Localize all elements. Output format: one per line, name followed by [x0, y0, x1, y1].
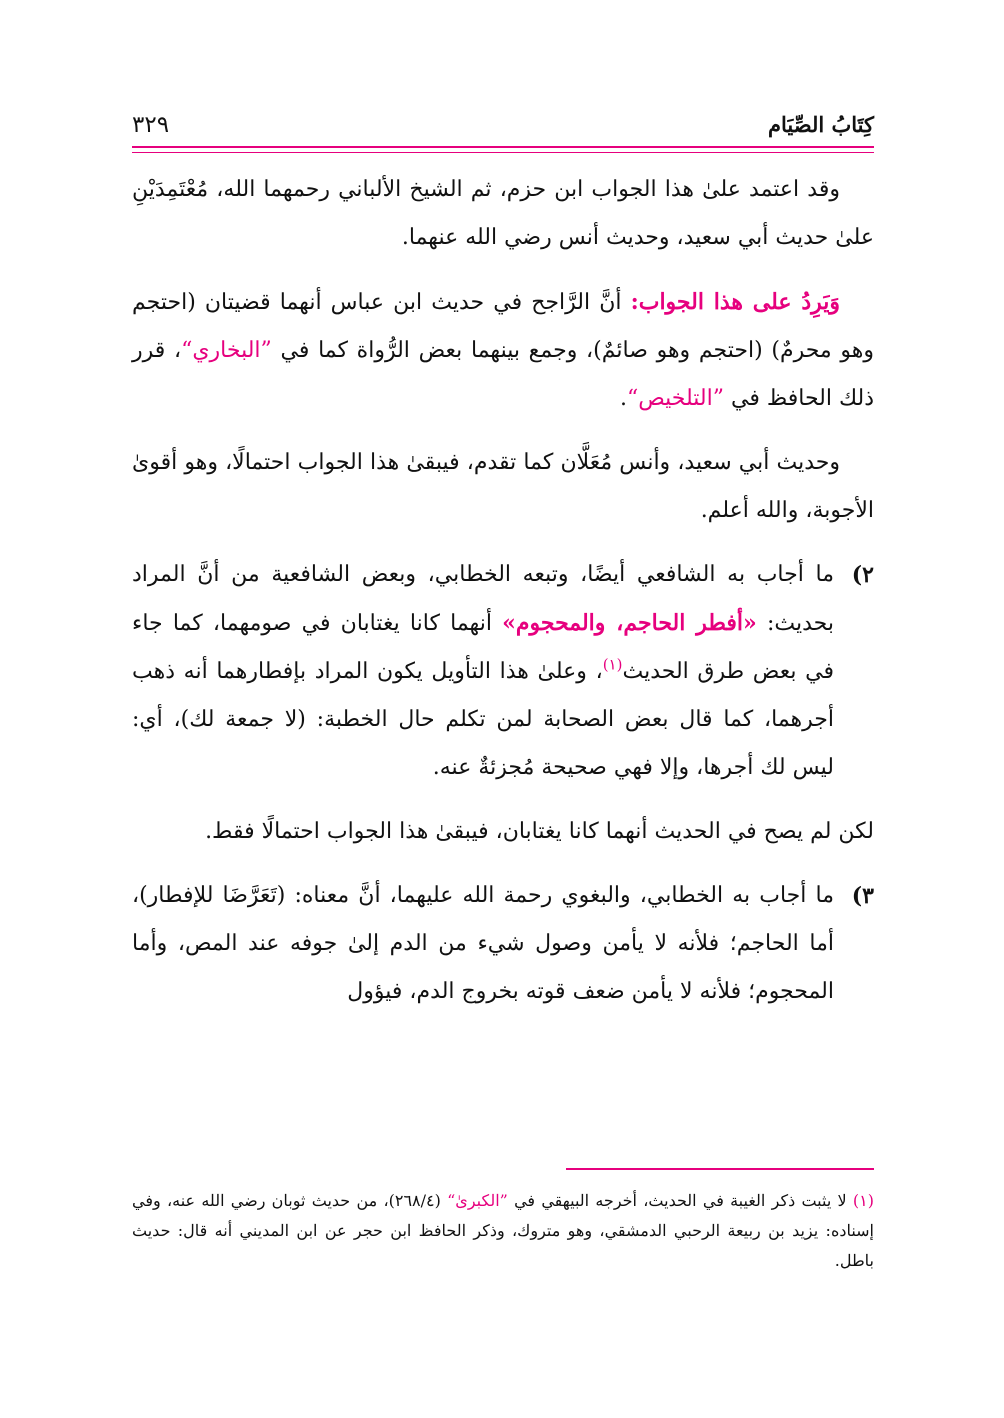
page-number: ٣٢٩ — [132, 112, 170, 138]
list-item-2-text-b: أنهما كانا يغتابان في صومهما، كما جاء في بعض طرق الحديث — [132, 611, 834, 684]
paragraph-2 — [132, 278, 874, 423]
page-header — [132, 112, 874, 146]
footnote-text-a: لا يثبت ذكر الغيبة في الحديث، أخرجه البيهقي في — [507, 1191, 853, 1210]
list-item-3-text: ما أجاب به الخطابي، والبغوي رحمة الله عليهما، أنَّ معناه: (تَعَرَّضَا للإفطار)، أما الحاجم؛ فلأنه لا يأمن وصول شيء من الدم إلىٰ جوفه عند المص، وأما المحجوم؛ فلأنه لا يأمن ضعف قوته بخروج الدم، فيؤول — [132, 883, 834, 1004]
paragraph-2-text-a: أنَّ الرَّاجح في حديث ابن عباس أنهما قضيتان (احتجم وهو محرمٌ) (احتجم وهو صائمٌ)، وجمع بينهما بعض الرُّواة كما في — [132, 290, 875, 363]
quote-talkhis: ”التلخيص“ — [626, 386, 724, 411]
list-item-2 — [132, 551, 874, 792]
list-item-2-text-a: ما أجاب به الشافعي أيضًا، وتبعه الخطابي، وبعض الشافعية من أنَّ المراد بحديث: — [132, 562, 834, 636]
list-item-3-label: ٣) — [851, 883, 874, 909]
footnote-source: ”الكبرىٰ“ — [447, 1191, 508, 1210]
footnote-separator — [566, 1168, 874, 1170]
footnote-number: (١) — [852, 1191, 875, 1210]
footnote-1 — [132, 1186, 874, 1276]
objection-heading: وَيَرِدُ على هذا الجواب: — [630, 289, 840, 315]
paragraph-3: وحديث أبي سعيد، وأنس مُعَلَّان كما تقدم، فيبقىٰ هذا الجواب احتمالًا، وهو أقوىٰ الأجوبة، والله أعلم. — [132, 450, 874, 523]
paragraph-2-text-c: . — [619, 386, 627, 411]
footnote-text-b: (٢٦٨/٤)، من حديث ثوبان رضي الله عنه، وفي إسناده: يزيد بن ربيعة الرحبي الدمشقي، وهو متروك، وذكر الحافظ ابن حجر عن ابن المديني أنه قال: حديث باطل. — [132, 1191, 874, 1270]
paragraph-after-item-2: لكن لم يصح في الحديث أنهما كانا يغتابان، فيبقىٰ هذا الجواب احتمالًا فقط. — [205, 819, 874, 844]
footnote-reference[interactable]: (١) — [602, 655, 623, 674]
list-item-3 — [132, 872, 874, 1016]
page-body — [132, 166, 874, 1032]
paragraph-1: وقد اعتمد علىٰ هذا الجواب ابن حزم، ثم الشيخ الألباني رحمهما الله، مُعْتَمِدَيْنِ علىٰ حديث أبي سعيد، وحديث أنس رضي الله عنهما. — [132, 177, 874, 250]
quote-bukhari: ”البخاري“ — [181, 338, 272, 363]
paragraph-2-text-b: ، قرر ذلك الحافظ في — [132, 338, 874, 411]
list-item-2-label: ٢) — [851, 562, 874, 588]
header-rule-top — [132, 146, 874, 148]
list-item-2-text-c: ، وعلىٰ هذا التأويل يكون المراد بإفطارهما أنه ذهب أجرهما، كما قال بعض الصحابة لمن تكلم حال الخطبة: (لا جمعة لك)، أي: ليس لك أجرها، وإلا فهي صحيحة مُجزئةٌ عنه. — [132, 659, 834, 780]
header-rule-bottom — [132, 152, 874, 153]
hadith-quote: «أفطر الحاجم، والمحجوم» — [502, 610, 757, 636]
chapter-title: كِتَابُ الصِّيَام — [768, 112, 874, 137]
